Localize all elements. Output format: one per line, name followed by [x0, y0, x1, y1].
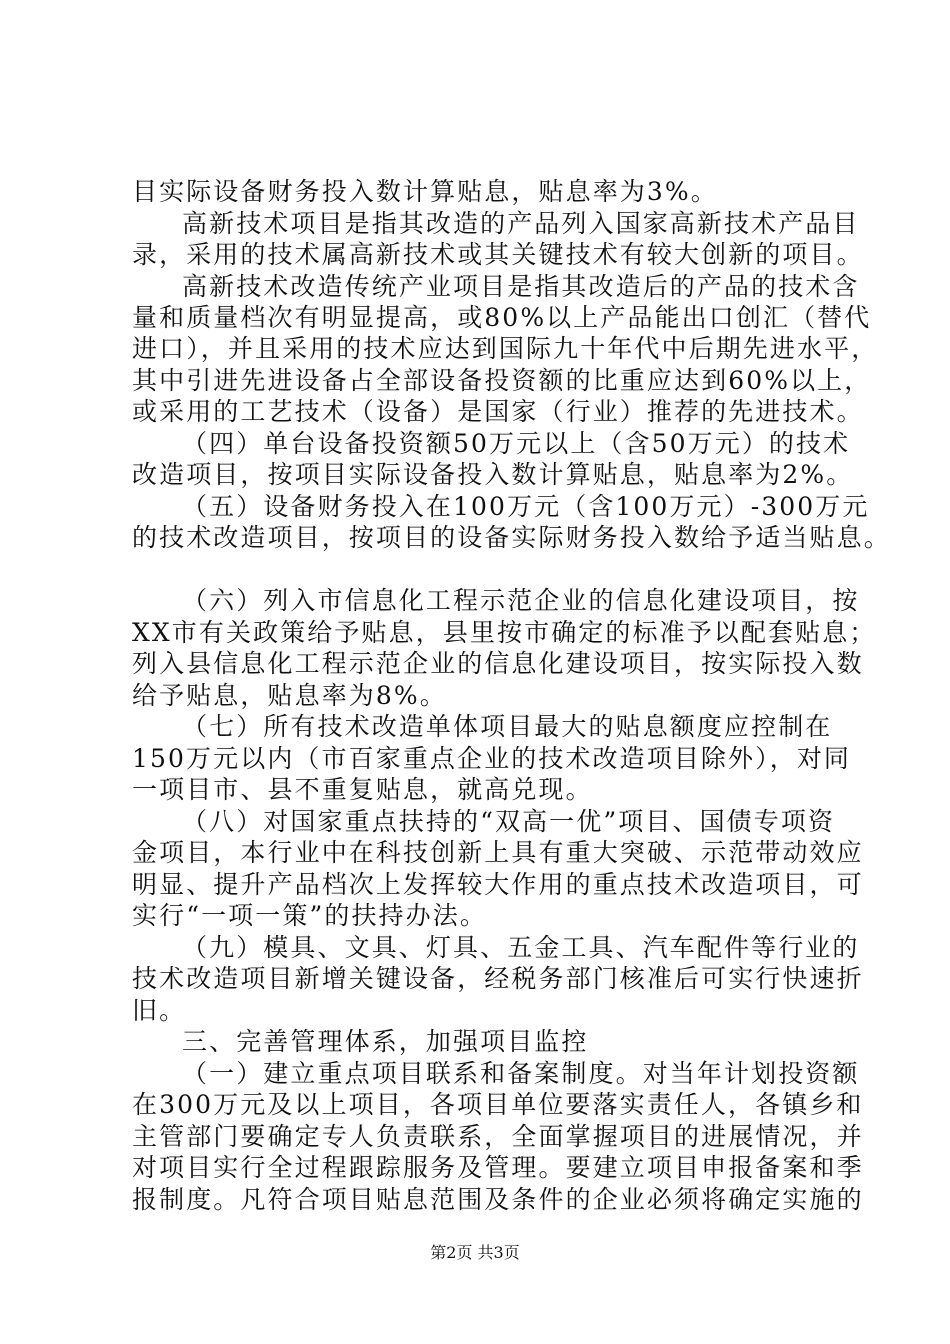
section-heading: 三、完善管理体系，加强项目监控	[182, 1027, 589, 1056]
text-line: 在300万元及以上项目，各项目单位要落实责任人，各镇乡和	[132, 1090, 864, 1119]
text-line: 旧。	[132, 996, 187, 1025]
text-line: （九）模具、文具、灯具、五金工具、汽车配件等行业的	[182, 933, 860, 962]
text-line: （四）单台设备投资额50万元以上（含50万元）的技术	[182, 429, 851, 458]
text-line: 录，采用的技术属高新技术或其关键技术有较大创新的项目。	[132, 240, 864, 269]
text-line: 改造项目，按项目实际设备投入数计算贴息，贴息率为2%。	[132, 460, 854, 489]
text-line: 技术改造项目新增关键设备，经税务部门核准后可实行快速折	[132, 964, 864, 993]
text-line: （五）设备财务投入在100万元（含100万元）-300万元	[182, 492, 870, 521]
text-line: 150万元以内（市百家重点企业的技术改造项目除外），对同	[132, 744, 852, 773]
text-line: 明显、提升产品档次上发挥较大作用的重点技术改造项目，可	[132, 870, 864, 899]
text-line: （六）列入市信息化工程示范企业的信息化建设项目，按	[182, 586, 860, 615]
text-line: 报制度。凡符合项目贴息范围及条件的企业必须将确定实施的	[132, 1185, 864, 1214]
text-line: （八）对国家重点扶持的“双高一优”项目、国债专项资	[182, 807, 836, 836]
text-line: 进口），并且采用的技术应达到国际九十年代中后期先进水平，	[132, 334, 879, 363]
text-line: 量和质量档次有明显提高，或80%以上产品能出口创汇（替代	[132, 303, 872, 332]
text-line: 目实际设备财务投入数计算贴息，贴息率为3%。	[132, 177, 718, 206]
text-line: 高新技术项目是指其改造的产品列入国家高新技术产品目	[182, 209, 860, 238]
text-line: 或采用的工艺技术（设备）是国家（行业）推荐的先进技术。	[132, 397, 864, 426]
text-line: （一）建立重点项目联系和备案制度。对当年计划投资额	[182, 1059, 860, 1088]
text-line: XX市有关政策给予贴息，县里按市确定的标准予以配套贴息；	[132, 618, 877, 647]
page-number-footer: 第2页 共3页	[430, 1243, 520, 1262]
text-line: 高新技术改造传统产业项目是指其改造后的产品的技术含	[182, 272, 860, 301]
text-line: 主管部门要确定专人负责联系，全面掌握项目的进展情况，并	[132, 1122, 864, 1151]
text-line: 列入县信息化工程示范企业的信息化建设项目，按实际投入数	[132, 649, 864, 678]
text-line: 对项目实行全过程跟踪服务及管理。要建立项目申报备案和季	[132, 1153, 864, 1182]
text-line: 一项目市、县不重复贴息，就高兑现。	[132, 775, 593, 804]
text-line: （七）所有技术改造单体项目最大的贴息额度应控制在	[182, 712, 833, 741]
text-line: 的技术改造项目，按项目的设备实际财务投入数给予适当贴息。	[132, 523, 891, 552]
text-line: 给予贴息，贴息率为8%。	[132, 681, 447, 710]
text-line: 金项目，本行业中在科技创新上具有重大突破、示范带动效应	[132, 838, 864, 867]
text-line: 其中引进先进设备占全部设备投资额的比重应达到60%以上，	[132, 366, 872, 395]
text-line: 实行“一项一策”的扶持办法。	[132, 901, 487, 930]
